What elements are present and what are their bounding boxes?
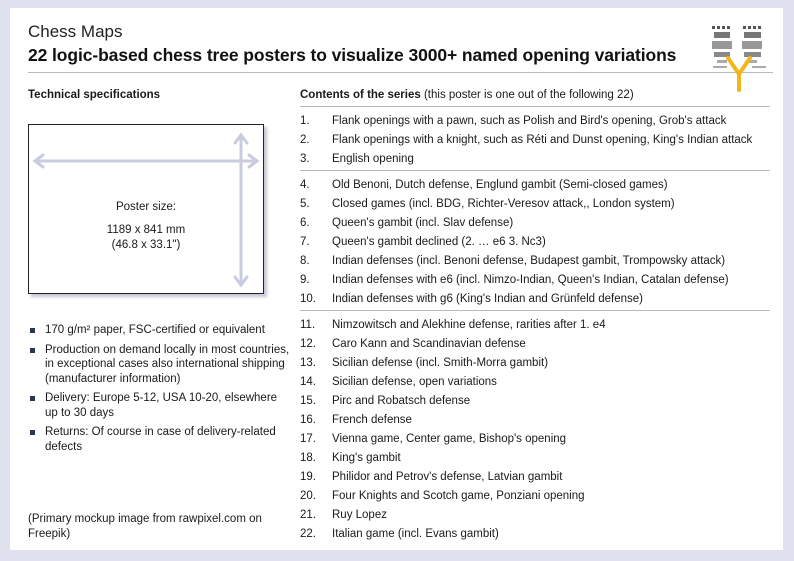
- specs-heading: Technical specifications: [28, 89, 161, 101]
- list-item: [300, 487, 770, 506]
- item-text: Sicilian defense (incl. Smith-Morra gambit): [332, 357, 549, 369]
- bullet-icon: [30, 430, 35, 435]
- list-item: [300, 354, 770, 373]
- bullet-icon: [30, 348, 35, 353]
- list-item: 170 g/m² paper, FSC-certified or equivalent: [28, 323, 290, 338]
- contents-heading-bold: Contents of the series: [300, 89, 421, 101]
- item-text: Closed games (incl. BDG, Richter-Veresov attack,, London system): [332, 198, 675, 210]
- list-item: [300, 506, 770, 525]
- contents-heading: [300, 89, 634, 101]
- item-text: Flank openings with a knight, such as Réti and Dunst opening, King's Indian attack: [332, 134, 753, 146]
- item-text: Philidor and Petrov's defense, Latvian gambit: [332, 471, 563, 483]
- list-item: Delivery: Europe 5-12, USA 10-20, elsewhere up to 30 days: [28, 391, 290, 420]
- item-number: 10.: [300, 293, 316, 305]
- header-divider: [28, 72, 773, 73]
- page-title: Chess Maps: [28, 22, 123, 41]
- image-credit: (Primary mockup image from rawpixel.com on Freepik): [28, 513, 262, 540]
- item-text: King's gambit: [332, 452, 401, 464]
- poster-size-illustration: [28, 124, 264, 294]
- item-number: 15.: [300, 395, 316, 407]
- item-number: 21.: [300, 509, 316, 521]
- item-number: 11.: [300, 319, 316, 331]
- item-number: 16.: [300, 414, 316, 426]
- list-item: [300, 468, 770, 487]
- list-item: [300, 335, 770, 354]
- list-item: [300, 316, 770, 335]
- list-item: [300, 214, 770, 233]
- item-text: Caro Kann and Scandinavian defense: [332, 338, 526, 350]
- item-text: English opening: [332, 153, 414, 165]
- item-text: Vienna game, Center game, Bishop's opening: [332, 433, 567, 445]
- item-number: 4.: [300, 179, 310, 191]
- item-text: Old Benoni, Dutch defense, Englund gambit (Semi-closed games): [332, 179, 668, 191]
- item-text: Queen's gambit declined (2. … e6 3. Nc3): [332, 236, 546, 248]
- item-text: Four Knights and Scotch game, Ponziani opening: [332, 490, 585, 502]
- item-text: Indian defenses with e6 (incl. Nimzo-Indian, Queen's Indian, Catalan defense): [332, 274, 729, 286]
- contents-group: [300, 310, 770, 545]
- list-item: [300, 233, 770, 252]
- specs-list: [28, 323, 290, 459]
- list-item: [300, 525, 770, 544]
- poster-size-label: Poster size:: [115, 201, 177, 213]
- item-number: 7.: [300, 236, 310, 248]
- list-item: [300, 411, 770, 430]
- poster-description-card: [10, 8, 783, 550]
- item-text: Indian defenses with g6 (King's Indian and Grünfeld defense): [332, 293, 643, 305]
- bullet-icon: [30, 328, 35, 333]
- list-item: Returns: Of course in case of delivery-related defects: [28, 425, 290, 454]
- item-number: 8.: [300, 255, 310, 267]
- list-item: [300, 131, 770, 150]
- item-text: Queen's gambit (incl. Slav defense): [332, 217, 514, 229]
- list-item: [300, 373, 770, 392]
- item-text: Flank openings with a pawn, such as Polish and Bird's opening, Grob's attack: [332, 115, 727, 127]
- item-text: Ruy Lopez: [332, 509, 387, 521]
- item-text: Italian game (incl. Evans gambit): [332, 528, 499, 540]
- item-text: Pirc and Robatsch defense: [332, 395, 471, 407]
- item-number: 1.: [300, 115, 310, 127]
- list-item: [300, 252, 770, 271]
- item-number: 19.: [300, 471, 316, 483]
- list-item: [300, 271, 770, 290]
- item-number: 3.: [300, 153, 310, 165]
- item-number: 17.: [300, 433, 316, 445]
- page-subtitle: 22 logic-based chess tree posters to visualize 3000+ named opening variations: [28, 45, 677, 65]
- list-item: [300, 430, 770, 449]
- list-item: [300, 392, 770, 411]
- item-number: 14.: [300, 376, 316, 388]
- item-text: Nimzowitsch and Alekhine defense, rarities after 1. e4: [332, 319, 606, 331]
- poster-size-inches: (46.8 x 33.1"): [111, 239, 181, 251]
- list-item: [300, 290, 770, 309]
- list-item: [300, 195, 770, 214]
- list-item: [300, 176, 770, 195]
- item-number: 22.: [300, 528, 316, 540]
- list-item: Production on demand locally in most countries, in exceptional cases also international shipping (manufacturer information): [28, 343, 290, 387]
- item-text: Sicilian defense, open variations: [332, 376, 497, 388]
- contents-group: [300, 106, 770, 170]
- contents-list: [300, 106, 770, 545]
- list-item: [300, 449, 770, 468]
- list-item: [300, 112, 770, 131]
- contents-heading-note: (this poster is one out of the following 22): [420, 89, 634, 101]
- chess-tree-logo-icon: [710, 24, 772, 94]
- item-number: 20.: [300, 490, 316, 502]
- item-number: 9.: [300, 274, 310, 286]
- item-number: 5.: [300, 198, 310, 210]
- item-number: 6.: [300, 217, 310, 229]
- item-number: 2.: [300, 134, 310, 146]
- item-number: 12.: [300, 338, 316, 350]
- item-number: 18.: [300, 452, 316, 464]
- item-text: Indian defenses (incl. Benoni defense, Budapest gambit, Trompowsky attack): [332, 255, 726, 267]
- poster-size-mm: 1189 x 841 mm: [106, 224, 186, 236]
- list-item: [300, 150, 770, 169]
- item-number: 13.: [300, 357, 316, 369]
- item-text: French defense: [332, 414, 412, 426]
- contents-group: [300, 170, 770, 310]
- bullet-icon: [30, 396, 35, 401]
